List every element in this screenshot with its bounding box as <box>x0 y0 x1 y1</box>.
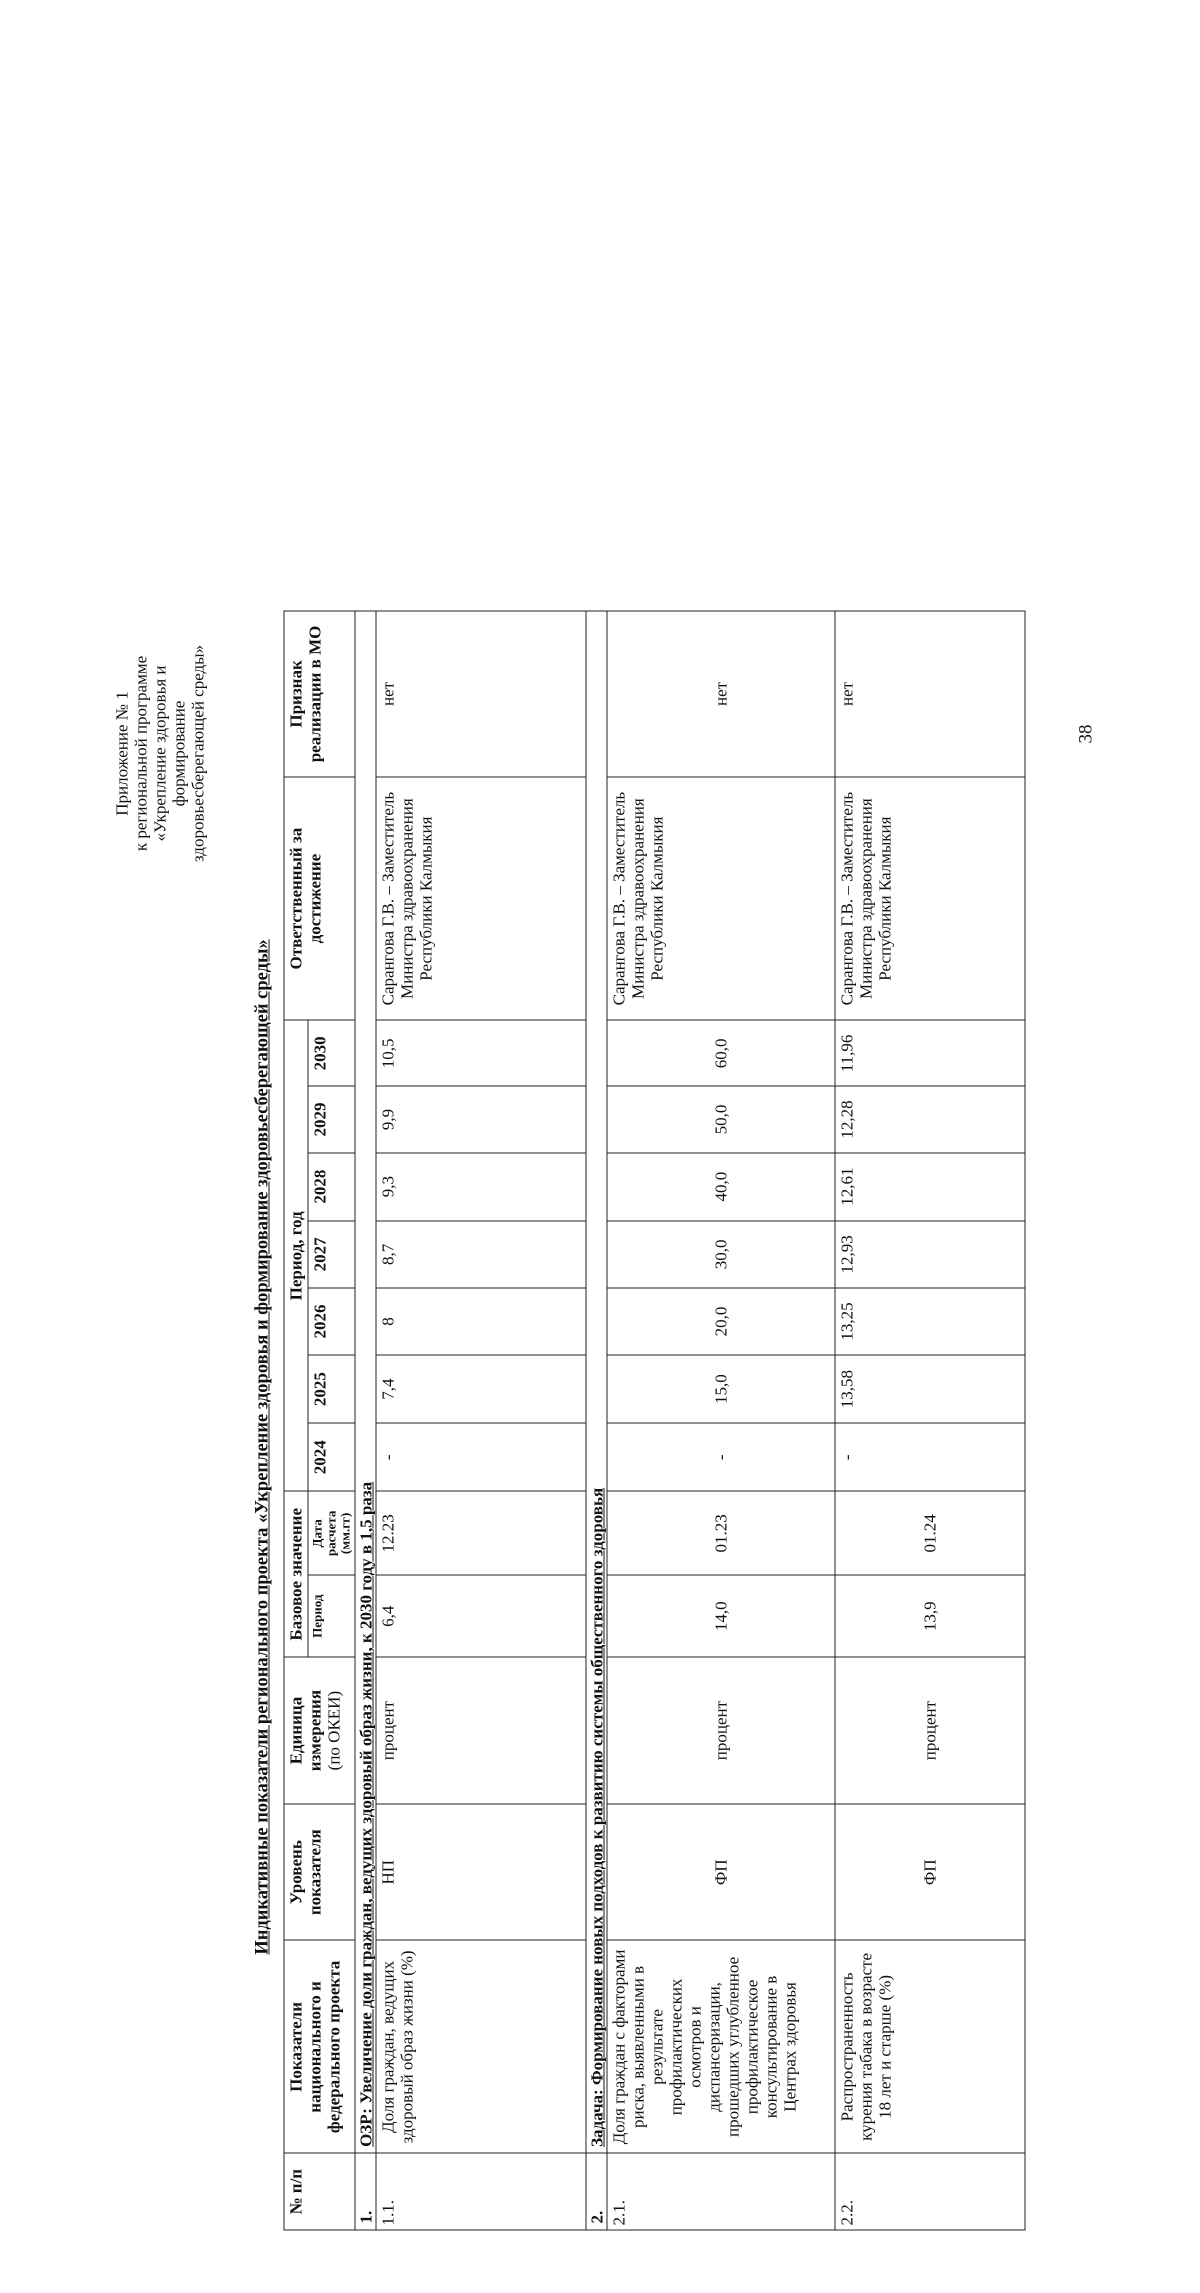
annex-line-2: к региональной программе <box>131 655 150 851</box>
header-year: 2028 <box>308 1152 355 1220</box>
header-num: № п/п <box>284 2153 355 2230</box>
row-sign: нет <box>607 611 835 777</box>
document-page <box>0 600 1200 2293</box>
section-num: 2. <box>586 2153 607 2230</box>
table-row <box>607 611 835 2230</box>
row-value: 40,0 <box>607 1152 835 1220</box>
header-year: 2030 <box>308 1020 355 1086</box>
header-base-period: Период <box>308 1575 355 1657</box>
header-base: Базовое значение <box>284 1491 308 1657</box>
row-base-period: 13,9 <box>835 1575 1025 1657</box>
row-value: 7,4 <box>376 1355 586 1423</box>
row-value: 12,93 <box>835 1220 1025 1287</box>
indicators-table <box>283 610 1025 2230</box>
row-value: 9,3 <box>376 1152 586 1220</box>
row-value: - <box>607 1423 835 1491</box>
header-row-1 <box>284 611 308 2230</box>
row-value: 11,96 <box>835 1020 1025 1086</box>
page-number: 38 <box>1075 724 1096 743</box>
section-title: ОЗР: Увеличение доли граждан, ведущих здоровый образ жизни, к 2030 году в 1,5 раза <box>355 611 376 2153</box>
row-value: 50,0 <box>607 1086 835 1152</box>
header-sign: Признак реализации в МО <box>284 611 355 777</box>
header-base-date: Дата расчета (мм.гг) <box>308 1491 355 1575</box>
table-row <box>376 611 586 2230</box>
row-sign: нет <box>835 611 1025 777</box>
row-num: 1.1. <box>376 2153 586 2230</box>
row-num: 2.1. <box>607 2153 835 2230</box>
row-responsible: Сарангова Г.В. – Заместитель Министра здравоохранения Республики Калмыкия <box>835 776 1025 1019</box>
row-value: 9,9 <box>376 1086 586 1152</box>
row-indicator: Доля граждан, ведущих здоровый образ жизни (%) <box>376 1940 586 2153</box>
row-value: 12,61 <box>835 1152 1025 1220</box>
row-value: 12,28 <box>835 1086 1025 1152</box>
header-year: 2027 <box>308 1220 355 1287</box>
row-responsible: Сарангова Г.В. – Заместитель Министра здравоохранения Республики Калмыкия <box>376 776 586 1019</box>
row-base-date: 01.23 <box>607 1491 835 1575</box>
row-unit: процент <box>835 1657 1025 1804</box>
header-year: 2024 <box>308 1423 355 1491</box>
row-indicator: Распространенность курения табака в возрасте 18 лет и старше (%) <box>835 1940 1025 2153</box>
annex-line-1: Приложение № 1 <box>112 690 131 816</box>
row-responsible: Сарангова Г.В. – Заместитель Министра здравоохранения Республики Калмыкия <box>607 776 835 1019</box>
row-num: 2.2. <box>835 2153 1025 2230</box>
row-value: 13,58 <box>835 1355 1025 1423</box>
header-year: 2026 <box>308 1287 355 1354</box>
row-indicator: Доля граждан с факторами риска, выявленными в результате профилактических осмотров и диспансеризации, прошедших углубленное профилактическое консультирование в Центрах здоровья <box>607 1940 835 2153</box>
row-base-period: 14,0 <box>607 1575 835 1657</box>
row-value: 20,0 <box>607 1287 835 1354</box>
section-row <box>586 611 607 2230</box>
row-base-date: 01.24 <box>835 1491 1025 1575</box>
row-value: 8,7 <box>376 1220 586 1287</box>
header-period: Период, год <box>284 1020 308 1491</box>
table-row <box>835 611 1025 2230</box>
header-year: 2025 <box>308 1355 355 1423</box>
row-value: 13,25 <box>835 1287 1025 1354</box>
row-unit: процент <box>607 1657 835 1804</box>
row-value: - <box>835 1423 1025 1491</box>
document-title: Индикативные показатели регионального проекта «Укрепление здоровья и формирование здоровьесберегающей среды» <box>252 938 272 1955</box>
row-sign: нет <box>376 611 586 777</box>
section-row <box>355 611 376 2230</box>
annex-heading <box>112 613 207 893</box>
row-value: 60,0 <box>607 1020 835 1086</box>
header-responsible: Ответственный за достижение <box>284 776 355 1019</box>
annex-line-3: «Укрепление здоровья и формирование <box>150 665 188 841</box>
section-num: 1. <box>355 2153 376 2230</box>
section-title: Задача: Формирование новых подходов к развитию системы общественного здоровья <box>586 611 607 2153</box>
row-level: НП <box>376 1804 586 1940</box>
header-unit: Единица измерения (по ОКЕИ) <box>284 1657 355 1804</box>
row-level: ФП <box>607 1804 835 1940</box>
row-value: 8 <box>376 1287 586 1354</box>
header-level: Уровень показателя <box>284 1804 355 1940</box>
row-base-date: 12.23 <box>376 1491 586 1575</box>
header-indicator: Показатели национального и федерального проекта <box>284 1940 355 2153</box>
row-value: 15,0 <box>607 1355 835 1423</box>
row-value: 30,0 <box>607 1220 835 1287</box>
row-value: 10,5 <box>376 1020 586 1086</box>
row-unit: процент <box>376 1657 586 1804</box>
row-value: - <box>376 1423 586 1491</box>
annex-line-4: здоровьесберегающей среды» <box>188 644 207 862</box>
row-level: ФП <box>835 1804 1025 1940</box>
row-base-period: 6,4 <box>376 1575 586 1657</box>
header-year: 2029 <box>308 1086 355 1152</box>
